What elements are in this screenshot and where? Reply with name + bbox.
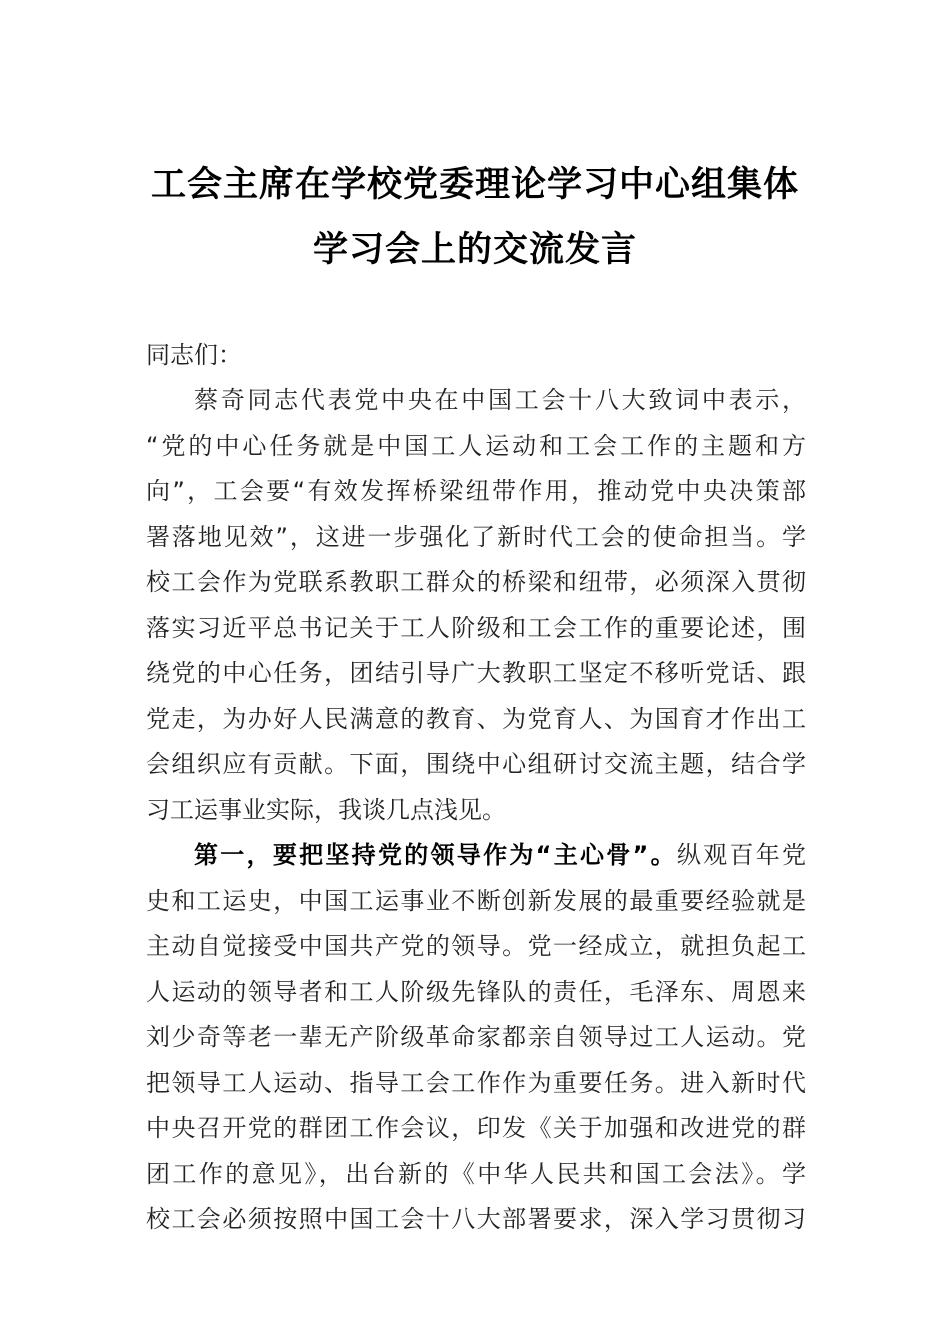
salutation: 同志们： xyxy=(146,341,242,369)
paragraph-line: 刘少奇等老一辈无产阶级革命家都亲自领导过工人运动。党 xyxy=(146,1023,806,1051)
document-title-line-1: 工会主席在学校党委理论学习中心组集体 xyxy=(150,164,799,205)
paragraph-line: 史和工运史，中国工运事业不断创新发展的最重要经验就是 xyxy=(146,887,806,915)
document-title-line-2: 学习会上的交流发言 xyxy=(312,229,637,270)
paragraph-line: 蔡奇同志代表党中央在中国工会十八大致词中表示， xyxy=(194,386,806,414)
paragraph-line-continuation: 纵观百年党 xyxy=(676,841,807,869)
paragraph-line: 中央召开党的群团工作会议，印发《关于加强和改进党的群 xyxy=(146,1114,806,1142)
paragraph-line: 把领导工人运动、指导工会工作作为重要任务。进入新时代 xyxy=(146,1069,806,1097)
paragraph-line: 习工运事业实际，我谈几点浅见。 xyxy=(146,796,506,824)
paragraph-first-line xyxy=(194,840,806,870)
paragraph-line: 主动自觉接受中国共产党的领导。党一经成立，就担负起工 xyxy=(146,932,806,960)
paragraph-line: 绕党的中心任务，团结引导广大教职工坚定不移听党话、跟 xyxy=(146,659,806,687)
paragraph-line: 落实习近平总书记关于工人阶级和工会工作的重要论述，围 xyxy=(146,614,806,642)
paragraph-line: 署落地见效”，这进一步强化了新时代工会的使命担当。学 xyxy=(146,523,806,551)
paragraph-line: 校工会作为党联系教职工群众的桥梁和纽带，必须深入贯彻 xyxy=(146,568,806,596)
paragraph-line: 向”，工会要“有效发挥桥梁纽带作用，推动党中央决策部 xyxy=(146,477,806,505)
section-heading: 第一，要把坚持党的领导作为“主心骨”。 xyxy=(194,841,677,869)
paragraph-line: 人运动的领导者和工人阶级先锋队的责任，毛泽东、周恩来 xyxy=(146,978,806,1006)
paragraph-line: 会组织应有贡献。下面，围绕中心组研讨交流主题，结合学 xyxy=(146,750,806,778)
paragraph-line: 团工作的意见》，出台新的《中华人民共和国工会法》。学 xyxy=(146,1160,806,1188)
paragraph-line: “党的中心任务就是中国工人运动和工会工作的主题和方 xyxy=(146,432,806,460)
paragraph-line: 党走，为办好人民满意的教育、为党育人、为国育才作出工 xyxy=(146,705,806,733)
paragraph-line: 校工会必须按照中国工会十八大部署要求，深入学习贯彻习 xyxy=(146,1205,806,1233)
